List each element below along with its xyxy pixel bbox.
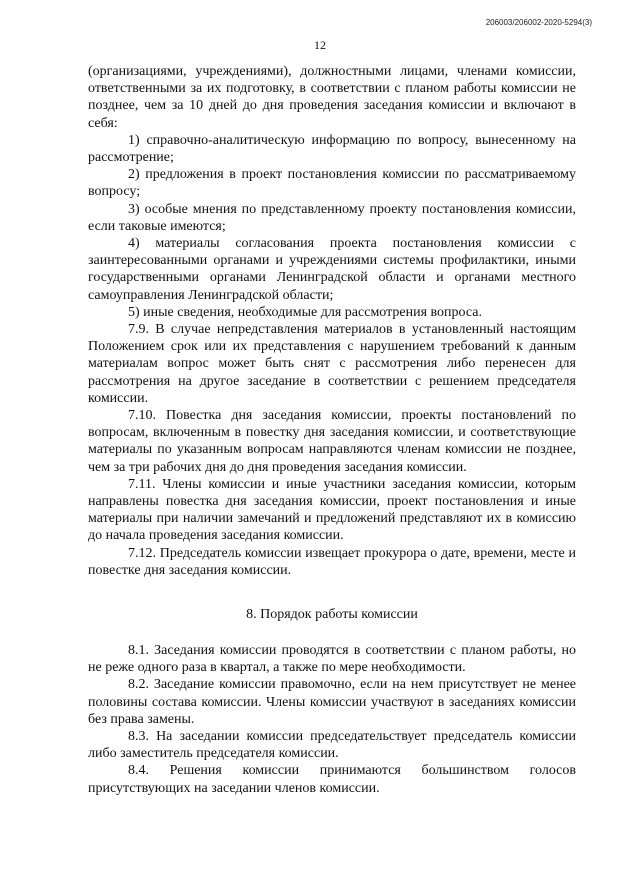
list-item: 1) справочно-аналитическую информацию по вопросу, вынесенному на рассмотрение; xyxy=(88,132,576,166)
list-item: 3) особые мнения по представленному проекту постановления комиссии, если таковые имеются; xyxy=(88,201,576,234)
document-code: 206003/206002-2020-5294(3) xyxy=(485,18,592,27)
paragraph-7-12: 7.12. Председатель комиссии извещает прокурора о дате, времени, месте и повестке дня заседания комиссии. xyxy=(88,545,576,578)
paragraph-7-9: 7.9. В случае непредставления материалов в установленный настоящим Положением срок или их представления с нарушением требований к данным материалам вопрос может быть снят с рассмотрения либо перенесен для рассмотрения на другое заседание в соответствии с решением председателя комиссии. xyxy=(88,322,576,406)
paragraph-7-10: 7.10. Повестка дня заседания комиссии, проекты постановлений по вопросам, включенным в повестку дня заседания комиссии, и соответствующие материалы по указанным вопросам направляются членам комиссии не позднее, чем за три рабочих дня до дня проведения заседания комиссии. xyxy=(88,408,576,475)
section-heading: 8. Порядок работы комиссии xyxy=(246,607,418,622)
paragraph-7-11: 7.11. Члены комиссии и иные участники заседания комиссии, которым направлены повестка дня заседания комиссии, проект постановления и иные материалы при наличии замечаний и предложений представляют их в комиссию до начала проведения заседания комиссии. xyxy=(88,476,576,544)
paragraph-8-4: 8.4. Решения комиссии принимаются большинством голосов присутствующих на заседании членов комиссии. xyxy=(88,763,576,796)
body-text-bottom xyxy=(88,642,576,797)
paragraph: (организациями, учреждениями), должностными лицами, членами комиссии, ответственными за их подготовку, в соответствии с планом работы комиссии не позднее, чем за 10 дней до дня проведения заседания комиссии и включают в себя: xyxy=(88,64,576,131)
paragraph-8-1: 8.1. Заседания комиссии проводятся в соответствии с планом работы, но не реже одного раза в квартал, а также по мере необходимости. xyxy=(88,643,576,676)
paragraph-8-2: 8.2. Заседание комиссии правомочно, если на нем присутствует не менее половины состава комиссии. Члены комиссии участвуют в заседаниях комиссии без права замены. xyxy=(88,677,576,727)
list-item: 2) предложения в проект постановления комиссии по рассматриваемому вопросу; xyxy=(88,167,576,200)
body-text-top xyxy=(88,63,576,579)
paragraph-8-3: 8.3. На заседании комиссии председательствует председатель комиссии либо заместитель председателя комиссии. xyxy=(88,729,576,762)
list-item: 4) материалы согласования проекта постановления комиссии с заинтересованными органами и учреждениями системы профилактики, иными государственными органами Ленинградской области и органами местного самоуправления Ленинградской области; xyxy=(88,236,576,303)
page-number: 12 xyxy=(314,38,326,52)
list-item: 5) иные сведения, необходимые для рассмотрения вопроса. xyxy=(128,304,482,320)
